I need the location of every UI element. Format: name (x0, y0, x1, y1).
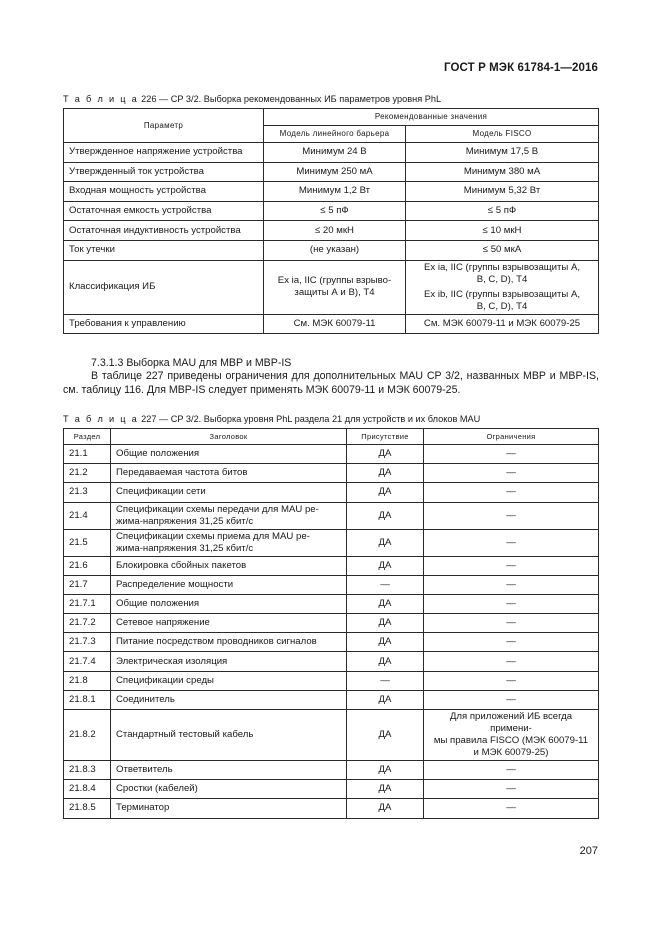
barrier-value-cell: См. МЭК 60079-11 (264, 314, 406, 334)
fisco-value-cell: ≤ 5 пФ (406, 201, 599, 221)
limits-cell: Для приложений ИБ всегда примени- мы правила FISCO (МЭК 60079-11 и МЭК 60079-25) (424, 710, 599, 761)
table-row (64, 529, 599, 556)
title-cell: Ответвитель (111, 760, 347, 779)
section-number-cell: 21.8 (64, 671, 111, 690)
presence-cell: ДА (347, 502, 424, 529)
caption-text: 227 — CP 3/2. Выборка уровня PhL раздела 21 для устройств и их блоков MAU (138, 414, 481, 424)
column-header-barrier-model: Модель линейного барьера (264, 126, 406, 143)
limits-cell: — (424, 690, 599, 709)
section-number-cell: 21.8.3 (64, 760, 111, 779)
barrier-value-cell: ≤ 20 мкН (264, 221, 406, 241)
table-227-caption (63, 414, 480, 424)
table-row (64, 614, 599, 633)
table-row (64, 594, 599, 613)
table-row (64, 502, 599, 529)
title-cell: Сростки (кабелей) (111, 780, 347, 799)
barrier-value-cell: Ex ia, IIC (группы взрыво- защиты А и В), Т4 (264, 260, 406, 314)
section-body: В таблице 227 приведены ограничения для дополнительных MAU CP 3/2, названных МВР и МВР-IS, см. таблицу 116. Для МВР-IS следует применять МЭК 60079-11 и МЭК 60079-25. (63, 370, 599, 396)
section-number-cell: 21.8.1 (64, 690, 111, 709)
table-row (64, 143, 599, 163)
title-cell: Соединитель (111, 690, 347, 709)
table-row (64, 240, 599, 260)
section-number-cell: 21.7 (64, 575, 111, 594)
presence-cell: ДА (347, 445, 424, 464)
title-cell: Передаваемая частота битов (111, 464, 347, 483)
column-header-recommended: Рекомендованные значения (264, 109, 599, 126)
section-number-cell: 21.4 (64, 502, 111, 529)
section-number-cell: 21.1 (64, 445, 111, 464)
barrier-value-cell: Минимум 250 мА (264, 162, 406, 182)
caption-text: 226 — CP 3/2. Выборка рекомендованных ИБ параметров уровня PhL (138, 94, 442, 104)
table-row (64, 799, 599, 818)
fisco-value-cell: Минимум 17,5 В (406, 143, 599, 163)
title-cell: Электрическая изоляция (111, 652, 347, 671)
title-cell: Общие положения (111, 445, 347, 464)
title-cell: Сетевое напряжение (111, 614, 347, 633)
presence-cell: ДА (347, 556, 424, 575)
limits-cell: — (424, 780, 599, 799)
limits-cell: — (424, 556, 599, 575)
column-header-presence: Присутствие (347, 429, 424, 445)
table-row (64, 162, 599, 182)
title-cell: Питание посредством проводников сигналов (111, 633, 347, 652)
table-row (64, 182, 599, 202)
presence-cell: — (347, 671, 424, 690)
title-cell: Общие положения (111, 594, 347, 613)
title-cell: Спецификации схемы передачи для MAU ре- жима-напряжения 31,25 кбит/с (111, 502, 347, 529)
limits-cell: — (424, 464, 599, 483)
section-number-cell: 21.8.5 (64, 799, 111, 818)
section-number-cell: 21.7.3 (64, 633, 111, 652)
presence-cell: ДА (347, 690, 424, 709)
table-row (64, 201, 599, 221)
table-row (64, 483, 599, 502)
parameter-cell: Входная мощность устройства (64, 182, 264, 202)
column-header-limits: Ограничения (424, 429, 599, 445)
document-header: ГОСТ Р МЭК 61784-1—2016 (444, 62, 598, 74)
section-7-3-1-3 (63, 357, 599, 397)
presence-cell: ДА (347, 483, 424, 502)
section-heading: 7.3.1.3 Выборка MAU для МВР и МВР-IS (91, 357, 292, 369)
fisco-value-cell: ≤ 10 мкН (406, 221, 599, 241)
title-cell: Спецификации среды (111, 671, 347, 690)
presence-cell: ДА (347, 710, 424, 761)
title-cell: Блокировка сбойных пакетов (111, 556, 347, 575)
table-row (64, 575, 599, 594)
column-header-title: Заголовок (111, 429, 347, 445)
parameter-cell: Ток утечки (64, 240, 264, 260)
table-row (64, 780, 599, 799)
fisco-value-cell: Минимум 380 мА (406, 162, 599, 182)
table-row (64, 556, 599, 575)
title-cell: Распределение мощности (111, 575, 347, 594)
section-number-cell: 21.3 (64, 483, 111, 502)
fisco-value-cell: Ex ia, IIC (группы взрывозащиты А, В, С, D), Т4 (406, 260, 599, 287)
limits-cell: — (424, 594, 599, 613)
parameter-cell: Требования к управлению (64, 314, 264, 334)
limits-cell: — (424, 760, 599, 779)
limits-cell: — (424, 633, 599, 652)
column-header-section: Раздел (64, 429, 111, 445)
presence-cell: ДА (347, 614, 424, 633)
limits-cell: — (424, 483, 599, 502)
parameter-cell: Утвержденное напряжение устройства (64, 143, 264, 163)
table-row (64, 221, 599, 241)
table-row (64, 260, 599, 287)
limits-cell: — (424, 445, 599, 464)
limits-cell: — (424, 502, 599, 529)
limits-cell: — (424, 671, 599, 690)
column-header-fisco-model: Модель FISCO (406, 126, 599, 143)
table-row (64, 464, 599, 483)
title-cell: Спецификации схемы приема для MAU ре- жима-напряжения 31,25 кбит/с (111, 529, 347, 556)
parameter-cell: Остаточная индуктивность устройства (64, 221, 264, 241)
limits-cell: — (424, 799, 599, 818)
section-number-cell: 21.7.1 (64, 594, 111, 613)
limits-cell: — (424, 575, 599, 594)
parameter-cell: Остаточная емкость устройства (64, 201, 264, 221)
fisco-value-cell: Минимум 5,32 Вт (406, 182, 599, 202)
column-header-parameter: Параметр (64, 109, 264, 143)
barrier-value-cell: (не указан) (264, 240, 406, 260)
table-row (64, 671, 599, 690)
table-row (64, 760, 599, 779)
table-row (64, 314, 599, 334)
caption-label: Т а б л и ц а (63, 414, 139, 424)
presence-cell: ДА (347, 799, 424, 818)
barrier-value-cell: ≤ 5 пФ (264, 201, 406, 221)
presence-cell: — (347, 575, 424, 594)
section-number-cell: 21.5 (64, 529, 111, 556)
section-number-cell: 21.7.2 (64, 614, 111, 633)
table-row (64, 710, 599, 761)
section-number-cell: 21.7.4 (64, 652, 111, 671)
title-cell: Стандартный тестовый кабель (111, 710, 347, 761)
parameter-cell: Классификация ИБ (64, 260, 264, 314)
fisco-value-cell: Ex ib, IIC (группы взрывозащиты А, В, С, D), Т4 (406, 287, 599, 314)
barrier-value-cell: Минимум 1,2 Вт (264, 182, 406, 202)
page-number: 207 (579, 845, 598, 857)
limits-cell: — (424, 614, 599, 633)
table-row (64, 652, 599, 671)
limits-cell: — (424, 652, 599, 671)
table-227 (63, 428, 599, 819)
presence-cell: ДА (347, 760, 424, 779)
presence-cell: ДА (347, 780, 424, 799)
title-cell: Терминатор (111, 799, 347, 818)
section-number-cell: 21.2 (64, 464, 111, 483)
fisco-value-cell: ≤ 50 мкА (406, 240, 599, 260)
limits-cell: — (424, 529, 599, 556)
barrier-value-cell: Минимум 24 В (264, 143, 406, 163)
table-row (64, 690, 599, 709)
title-cell: Спецификации сети (111, 483, 347, 502)
table-row (64, 633, 599, 652)
presence-cell: ДА (347, 594, 424, 613)
presence-cell: ДА (347, 633, 424, 652)
parameter-cell: Утвержденный ток устройства (64, 162, 264, 182)
table-row (64, 445, 599, 464)
section-number-cell: 21.6 (64, 556, 111, 575)
presence-cell: ДА (347, 652, 424, 671)
table-226-caption (63, 94, 441, 104)
fisco-value-cell: См. МЭК 60079-11 и МЭК 60079-25 (406, 314, 599, 334)
caption-label: Т а б л и ц а (63, 94, 139, 104)
presence-cell: ДА (347, 464, 424, 483)
section-number-cell: 21.8.4 (64, 780, 111, 799)
presence-cell: ДА (347, 529, 424, 556)
table-226 (63, 108, 599, 334)
section-number-cell: 21.8.2 (64, 710, 111, 761)
